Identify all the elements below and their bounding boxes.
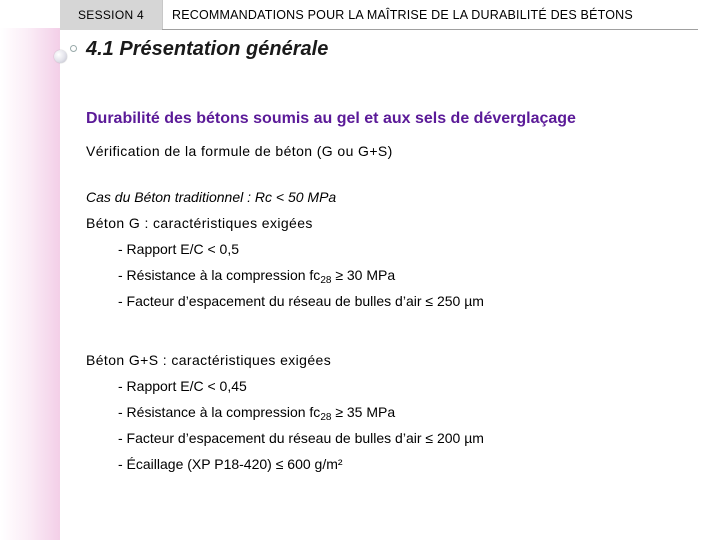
header-divider — [162, 29, 698, 30]
beton-gs-resistance-label: - Résistance à la compression fc — [118, 404, 321, 420]
beton-g-resistance-label: - Résistance à la compression fc — [118, 267, 321, 283]
beton-gs-item-facteur: - Facteur d’espacement du réseau de bulles d’air ≤ 200 µm — [118, 430, 484, 446]
beton-gs-item-resistance — [118, 404, 396, 423]
beton-gs-item-ecaillage: - Écaillage (XP P18-420) ≤ 600 g/m² — [118, 456, 343, 472]
session-label: SESSION 4 — [77, 8, 145, 22]
page-title: 4.1 Présentation générale — [86, 38, 329, 60]
beton-g-item-resistance — [118, 267, 396, 286]
sphere-bullet-icon — [54, 50, 67, 63]
section-subtitle: Durabilité des bétons soumis au gel et aux sels de déverglaçage — [86, 110, 576, 127]
verification-text: Vérification de la formule de béton (G ou G+S) — [86, 143, 393, 159]
beton-gs-heading: Béton G+S : caractéristiques exigées — [86, 352, 332, 368]
beton-g-resistance-sub: 28 — [320, 275, 332, 286]
case-text: Cas du Béton traditionnel : Rc < 50 MPa — [86, 189, 337, 205]
beton-gs-resistance-sub: 28 — [320, 412, 332, 423]
beton-gs-resistance-value: ≥ 35 MPa — [331, 404, 396, 420]
session-tab — [60, 0, 163, 30]
sidebar-gradient — [0, 28, 60, 540]
beton-g-item-facteur: - Facteur d’espacement du réseau de bulles d’air ≤ 250 µm — [118, 293, 484, 309]
small-ring-icon — [70, 45, 77, 52]
beton-g-item-ec: - Rapport E/C < 0,5 — [118, 241, 240, 257]
header-title: RECOMMANDATIONS POUR LA MAÎTRISE DE LA DURABILITÉ DES BÉTONS — [172, 8, 633, 22]
beton-g-resistance-value: ≥ 30 MPa — [331, 267, 396, 283]
beton-g-heading: Béton G : caractéristiques exigées — [86, 215, 313, 231]
beton-gs-item-ec: - Rapport E/C < 0,45 — [118, 378, 247, 394]
